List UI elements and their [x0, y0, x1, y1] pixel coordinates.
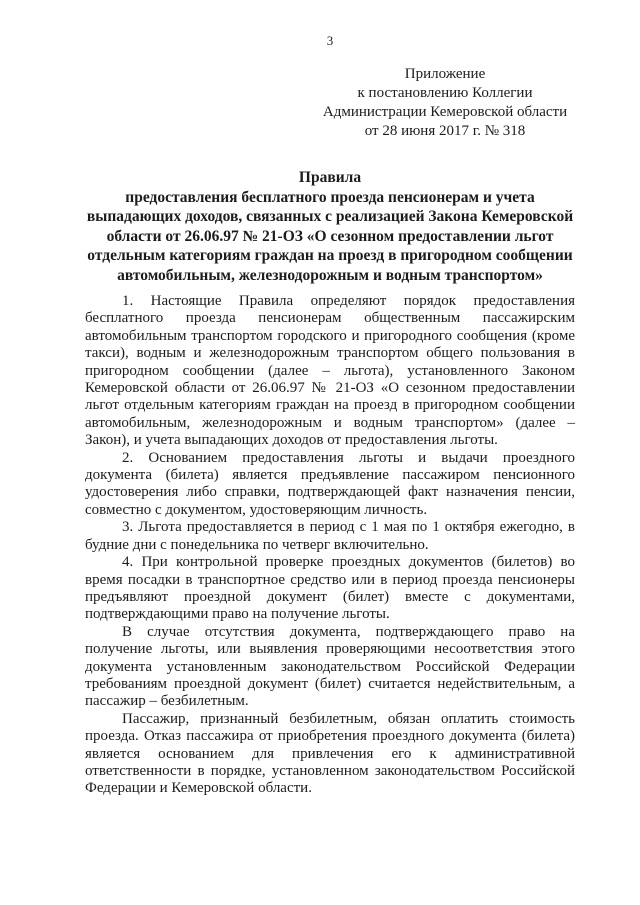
title-line: предоставления бесплатного проезда пенсионерам и учета	[125, 188, 535, 206]
body-paragraph-5: В случае отсутствия документа, подтверждающего право на получение льготы, или выявления проверяющими несоответствия этого документа установленным законодательством Российской Федерации требованиям проездной документ (билет) считается недействительным, а пассажир – безбилетным.	[85, 623, 575, 710]
page-number: 3	[326, 33, 334, 48]
body-paragraph-2: 2. Основанием предоставления льготы и выдачи проездного документа (билета) является предъявление пассажиром пенсионного удостоверения либо справки, подтверждающей факт назначения пенсии, совместно с документом, удостоверяющим личность.	[85, 449, 575, 518]
title-line: выпадающих доходов, связанных с реализацией Закона Кемеровской	[86, 208, 574, 225]
document-body	[85, 293, 575, 798]
body-paragraph-3: 3. Льгота предоставляется в период с 1 мая по 1 октября ежегодно, в будние дни с понедельника по четверг включительно.	[85, 519, 575, 553]
appendix-line: от 28 июня 2017 г. № 318	[364, 123, 526, 139]
body-paragraph-4: 4. При контрольной проверке проездных документов (билетов) во время посадки в транспортное средство или в период проезда пенсионеры предъявляют проездной документ (билет) вместе с документами, подтверждающими право на получение льготы.	[85, 554, 575, 623]
appendix-line: Администрации Кемеровской области	[322, 104, 568, 120]
document-title	[85, 168, 575, 285]
appendix-reference	[315, 65, 575, 141]
title-line: отдельным категориям граждан на проезд в пригородном сообщении	[87, 247, 573, 264]
title-line: области от 26.06.97 № 21-ОЗ «О сезонном предоставлении льгот	[106, 227, 554, 245]
appendix-line: Приложение	[404, 66, 486, 82]
appendix-line: к постановлению Коллегии	[357, 85, 533, 101]
title-line: автомобильным, железнодорожным и водным транспортом»	[117, 266, 543, 284]
body-paragraph-1: 1. Настоящие Правила определяют порядок предоставления бесплатного проезда пенсионерам общественным пассажирским автомобильным транспортом городского и пригородного сообщения (кроме такси), водным и железнодорожным транспортом общего пользования в пригородном сообщении (далее – льгота), установленного Законом Кемеровской области от 26.06.97 № 21-ОЗ «О сезонном предоставлении льгот отдельным категориям граждан на проезд в пригородном сообщении автомобильным, железнодорожным и водным транспортом» (далее – Закон), и учета выпадающих доходов от предоставления льготы.	[85, 293, 575, 449]
body-paragraph-6: Пассажир, признанный безбилетным, обязан оплатить стоимость проезда. Отказ пассажира от приобретения проездного документа (билета) является основанием для привлечения его к административной ответственности в порядке, установленном законодательством Российской Федерации и Кемеровской области.	[85, 710, 575, 797]
title-line: Правила	[298, 169, 362, 186]
